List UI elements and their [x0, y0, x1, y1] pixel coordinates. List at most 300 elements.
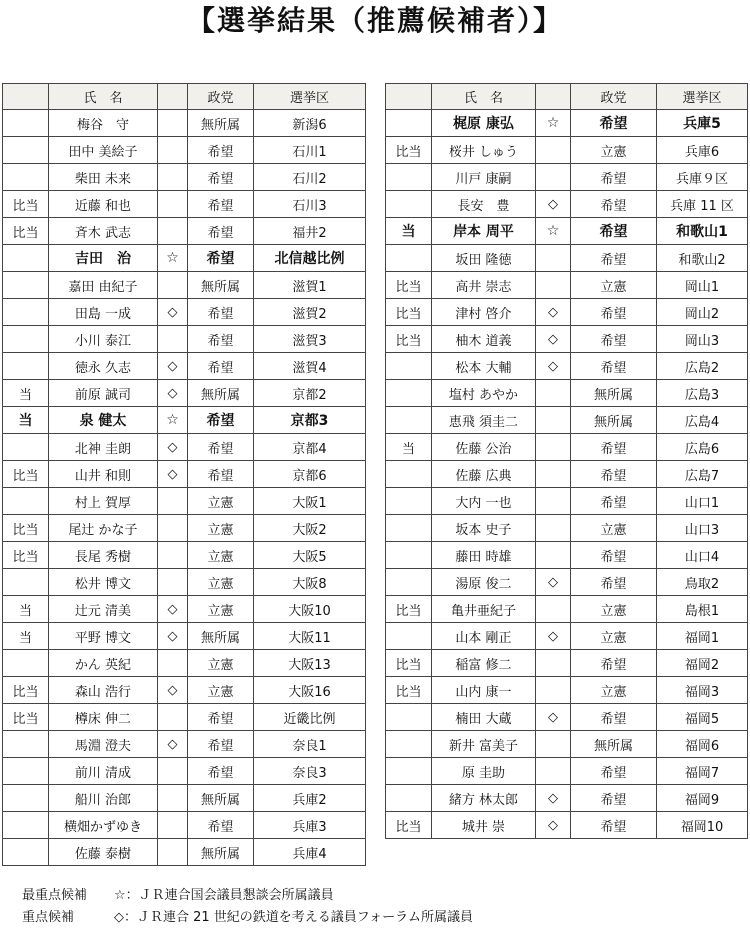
- cell-party: 立憲: [188, 569, 254, 596]
- cell-party: 希望: [571, 812, 657, 839]
- cell-result: [386, 569, 432, 596]
- cell-result: 比当: [3, 704, 49, 731]
- cell-result: 当: [386, 434, 432, 461]
- results-table-left: [2, 83, 366, 866]
- cell-name: 藤田 時雄: [432, 542, 536, 569]
- cell-mark: [158, 272, 188, 299]
- cell-mark: [536, 272, 571, 299]
- table-row: [386, 488, 748, 515]
- cell-name: 新井 富美子: [432, 731, 536, 758]
- cell-mark: [536, 380, 571, 407]
- cell-name: 嘉田 由紀子: [49, 272, 158, 299]
- table-row: [386, 758, 748, 785]
- table-row: [3, 839, 366, 866]
- table-row: [3, 731, 366, 758]
- cell-party: 希望: [188, 407, 254, 434]
- cell-party: 希望: [571, 569, 657, 596]
- cell-party: 希望: [571, 326, 657, 353]
- cell-mark: [158, 110, 188, 137]
- cell-district: 福岡6: [657, 731, 748, 758]
- legend-label: 重点候補: [22, 910, 75, 925]
- cell-district: 大阪16: [254, 677, 366, 704]
- cell-name: 高井 崇志: [432, 272, 536, 299]
- table-row: [3, 299, 366, 326]
- cell-result: 比当: [386, 299, 432, 326]
- cell-result: [386, 515, 432, 542]
- table-row: [386, 272, 748, 299]
- cell-result: 比当: [3, 191, 49, 218]
- cell-district: 福岡2: [657, 650, 748, 677]
- cell-mark: ◇: [536, 569, 571, 596]
- cell-result: [386, 164, 432, 191]
- page-title: 【選挙結果（推薦候補者）】: [186, 4, 563, 37]
- cell-name: 森山 浩行: [49, 677, 158, 704]
- cell-party: 希望: [188, 164, 254, 191]
- cell-district: 鳥取2: [657, 569, 748, 596]
- cell-district: 福岡5: [657, 704, 748, 731]
- cell-name: 稲富 修二: [432, 650, 536, 677]
- cell-result: [3, 488, 49, 515]
- cell-district: 京都3: [254, 407, 366, 434]
- cell-result: [3, 110, 49, 137]
- table-row: [3, 812, 366, 839]
- table-row: [3, 137, 366, 164]
- cell-party: 無所属: [188, 272, 254, 299]
- cell-party: 立憲: [571, 272, 657, 299]
- cell-name: 柴田 未来: [49, 164, 158, 191]
- cell-name: 佐藤 泰樹: [49, 839, 158, 866]
- cell-name: 亀井亜紀子: [432, 596, 536, 623]
- cell-district: 兵庫９区: [657, 164, 748, 191]
- cell-result: 比当: [386, 326, 432, 353]
- cell-party: 希望: [571, 353, 657, 380]
- cell-mark: [158, 812, 188, 839]
- cell-result: [3, 164, 49, 191]
- cell-mark: [158, 569, 188, 596]
- cell-name: 松本 大輔: [432, 353, 536, 380]
- cell-name: 辻元 清美: [49, 596, 158, 623]
- cell-party: 希望: [571, 542, 657, 569]
- cell-result: [386, 785, 432, 812]
- cell-result: 当: [3, 407, 49, 434]
- cell-district: 新潟6: [254, 110, 366, 137]
- cell-result: 当: [386, 218, 432, 245]
- cell-district: 石川1: [254, 137, 366, 164]
- cell-district: 福岡7: [657, 758, 748, 785]
- cell-district: 大阪13: [254, 650, 366, 677]
- cell-mark: ◇: [536, 191, 571, 218]
- cell-result: [386, 245, 432, 272]
- cell-district: 兵庫5: [657, 110, 748, 137]
- cell-result: 比当: [386, 650, 432, 677]
- cell-district: 山口3: [657, 515, 748, 542]
- cell-name: 大内 一也: [432, 488, 536, 515]
- cell-party: 立憲: [188, 515, 254, 542]
- cell-result: [3, 839, 49, 866]
- table-row: [386, 542, 748, 569]
- table-row: [3, 434, 366, 461]
- table-row: [3, 191, 366, 218]
- header-name: 氏 名: [432, 84, 536, 110]
- cell-mark: [536, 407, 571, 434]
- cell-result: [386, 353, 432, 380]
- cell-mark: [158, 650, 188, 677]
- cell-name: 平野 博文: [49, 623, 158, 650]
- cell-name: 柚木 道義: [432, 326, 536, 353]
- cell-district: 滋賀3: [254, 326, 366, 353]
- header-result: [386, 84, 432, 110]
- cell-party: 希望: [571, 758, 657, 785]
- cell-mark: ◇: [158, 677, 188, 704]
- table-row: [386, 191, 748, 218]
- table-row: [3, 515, 366, 542]
- table-row: [3, 218, 366, 245]
- cell-name: 樽床 伸二: [49, 704, 158, 731]
- cell-party: 無所属: [571, 407, 657, 434]
- cell-result: [386, 623, 432, 650]
- cell-name: 村上 賀厚: [49, 488, 158, 515]
- cell-result: [3, 299, 49, 326]
- cell-name: 塩村 あやか: [432, 380, 536, 407]
- cell-result: [386, 461, 432, 488]
- cell-party: 希望: [188, 758, 254, 785]
- cell-mark: [158, 785, 188, 812]
- cell-mark: [536, 434, 571, 461]
- cell-mark: ◇: [536, 812, 571, 839]
- table-row: [3, 326, 366, 353]
- cell-mark: ◇: [158, 731, 188, 758]
- cell-party: 希望: [571, 785, 657, 812]
- cell-name: 泉 健太: [49, 407, 158, 434]
- header-mark: [536, 84, 571, 110]
- cell-name: 近藤 和也: [49, 191, 158, 218]
- cell-mark: [536, 731, 571, 758]
- cell-mark: ◇: [536, 704, 571, 731]
- cell-district: 岡山3: [657, 326, 748, 353]
- cell-district: 兵庫 11 区: [657, 191, 748, 218]
- cell-result: [3, 758, 49, 785]
- cell-name: 梅谷 守: [49, 110, 158, 137]
- cell-district: 大阪1: [254, 488, 366, 515]
- cell-mark: ☆: [158, 407, 188, 434]
- table-row: [386, 164, 748, 191]
- header-party: 政党: [571, 84, 657, 110]
- cell-district: 大阪10: [254, 596, 366, 623]
- cell-name: 吉田 治: [49, 245, 158, 272]
- cell-result: [3, 731, 49, 758]
- cell-result: 比当: [3, 542, 49, 569]
- cell-name: 城井 崇: [432, 812, 536, 839]
- table-row: [386, 677, 748, 704]
- cell-name: 前原 誠司: [49, 380, 158, 407]
- cell-district: 島根1: [657, 596, 748, 623]
- table-row: [386, 650, 748, 677]
- cell-name: 松井 博文: [49, 569, 158, 596]
- cell-party: 立憲: [188, 542, 254, 569]
- table-row: [3, 272, 366, 299]
- header-name: 氏 名: [49, 84, 158, 110]
- cell-party: 希望: [188, 704, 254, 731]
- cell-party: 希望: [571, 461, 657, 488]
- cell-mark: ◇: [158, 623, 188, 650]
- table-row: [386, 299, 748, 326]
- cell-party: 希望: [571, 191, 657, 218]
- cell-party: 無所属: [188, 380, 254, 407]
- cell-party: 希望: [188, 326, 254, 353]
- table-row: [3, 380, 366, 407]
- cell-name: 田島 一成: [49, 299, 158, 326]
- cell-district: 広島7: [657, 461, 748, 488]
- cell-party: 希望: [188, 245, 254, 272]
- cell-name: 坂本 史子: [432, 515, 536, 542]
- table-row: [386, 515, 748, 542]
- legend-text: ☆：ＪＲ連合国会議員懇談会所属議員: [114, 888, 334, 903]
- cell-party: 希望: [188, 731, 254, 758]
- cell-mark: ◇: [158, 299, 188, 326]
- cell-result: [386, 704, 432, 731]
- cell-mark: ◇: [536, 326, 571, 353]
- cell-result: [386, 731, 432, 758]
- legend-label: 最重点候補: [22, 888, 88, 903]
- cell-result: 比当: [3, 218, 49, 245]
- cell-district: 奈良1: [254, 731, 366, 758]
- cell-name: 馬淵 澄夫: [49, 731, 158, 758]
- cell-party: 立憲: [571, 623, 657, 650]
- table-row: [3, 488, 366, 515]
- cell-mark: ☆: [536, 218, 571, 245]
- cell-result: 比当: [386, 677, 432, 704]
- cell-district: 広島3: [657, 380, 748, 407]
- cell-name: 前川 清成: [49, 758, 158, 785]
- cell-name: 佐藤 公治: [432, 434, 536, 461]
- cell-name: 山本 剛正: [432, 623, 536, 650]
- cell-district: 兵庫3: [254, 812, 366, 839]
- cell-party: 無所属: [571, 380, 657, 407]
- cell-mark: [536, 542, 571, 569]
- cell-district: 福岡3: [657, 677, 748, 704]
- cell-party: 希望: [188, 191, 254, 218]
- cell-result: 当: [3, 380, 49, 407]
- table-row: [386, 731, 748, 758]
- cell-result: 比当: [3, 677, 49, 704]
- cell-name: 山内 康一: [432, 677, 536, 704]
- cell-party: 無所属: [571, 731, 657, 758]
- cell-result: [3, 812, 49, 839]
- table-row: [386, 380, 748, 407]
- cell-result: [386, 488, 432, 515]
- table-row: [3, 623, 366, 650]
- table-row: [3, 785, 366, 812]
- cell-name: 楠田 大蔵: [432, 704, 536, 731]
- cell-mark: ◇: [158, 596, 188, 623]
- cell-party: 希望: [571, 488, 657, 515]
- table-row: [386, 326, 748, 353]
- cell-district: 福岡1: [657, 623, 748, 650]
- cell-party: 希望: [188, 299, 254, 326]
- cell-result: [3, 137, 49, 164]
- table-row: [3, 110, 366, 137]
- cell-district: 石川2: [254, 164, 366, 191]
- cell-mark: [536, 758, 571, 785]
- table-row: [386, 110, 748, 137]
- table-row: [3, 596, 366, 623]
- cell-district: 兵庫6: [657, 137, 748, 164]
- cell-mark: [158, 137, 188, 164]
- cell-party: 無所属: [188, 623, 254, 650]
- cell-mark: [536, 137, 571, 164]
- cell-district: 京都6: [254, 461, 366, 488]
- table-row: [3, 245, 366, 272]
- cell-party: 立憲: [188, 596, 254, 623]
- cell-name: 梶原 康弘: [432, 110, 536, 137]
- cell-result: 当: [3, 623, 49, 650]
- table-row: [3, 164, 366, 191]
- header-district: 選挙区: [254, 84, 366, 110]
- cell-name: 長安 豊: [432, 191, 536, 218]
- cell-party: 希望: [571, 110, 657, 137]
- cell-name: 徳永 久志: [49, 353, 158, 380]
- cell-mark: [158, 704, 188, 731]
- cell-district: 大阪11: [254, 623, 366, 650]
- cell-district: 福岡10: [657, 812, 748, 839]
- cell-mark: [158, 758, 188, 785]
- cell-party: 希望: [571, 650, 657, 677]
- cell-mark: [536, 461, 571, 488]
- table-row: [386, 245, 748, 272]
- cell-mark: [536, 164, 571, 191]
- cell-party: 立憲: [188, 677, 254, 704]
- cell-name: 田中 美絵子: [49, 137, 158, 164]
- cell-mark: [536, 596, 571, 623]
- cell-result: 比当: [386, 812, 432, 839]
- table-header-row: [386, 84, 748, 110]
- table-row: [3, 407, 366, 434]
- table-row: [386, 461, 748, 488]
- cell-district: 奈良3: [254, 758, 366, 785]
- cell-party: 希望: [571, 434, 657, 461]
- cell-party: 希望: [571, 245, 657, 272]
- cell-party: 希望: [571, 218, 657, 245]
- cell-party: 無所属: [188, 110, 254, 137]
- cell-mark: ☆: [536, 110, 571, 137]
- table-row: [386, 407, 748, 434]
- cell-party: 立憲: [571, 515, 657, 542]
- cell-result: [3, 650, 49, 677]
- cell-name: 山井 和則: [49, 461, 158, 488]
- table-row: [3, 353, 366, 380]
- cell-name: 川戸 康嗣: [432, 164, 536, 191]
- cell-party: 立憲: [188, 650, 254, 677]
- cell-district: 滋賀2: [254, 299, 366, 326]
- cell-result: 比当: [386, 596, 432, 623]
- legend-item-priority: [22, 906, 473, 925]
- cell-party: 希望: [188, 812, 254, 839]
- table-row: [386, 218, 748, 245]
- cell-result: [386, 191, 432, 218]
- cell-district: 福井2: [254, 218, 366, 245]
- table-row: [386, 569, 748, 596]
- cell-party: 立憲: [571, 596, 657, 623]
- table-row: [386, 785, 748, 812]
- cell-name: 恵飛 須圭二: [432, 407, 536, 434]
- cell-result: [386, 407, 432, 434]
- cell-mark: [158, 515, 188, 542]
- cell-result: [3, 785, 49, 812]
- cell-name: 斉木 武志: [49, 218, 158, 245]
- table-row: [3, 569, 366, 596]
- cell-district: 岡山1: [657, 272, 748, 299]
- cell-district: 兵庫4: [254, 839, 366, 866]
- cell-name: 佐藤 広典: [432, 461, 536, 488]
- cell-mark: ◇: [536, 623, 571, 650]
- cell-mark: [158, 191, 188, 218]
- cell-party: 立憲: [571, 677, 657, 704]
- table-row: [3, 704, 366, 731]
- table-row: [386, 353, 748, 380]
- cell-party: 立憲: [571, 137, 657, 164]
- cell-mark: ◇: [536, 299, 571, 326]
- cell-district: 山口1: [657, 488, 748, 515]
- cell-mark: [158, 839, 188, 866]
- cell-district: 滋賀1: [254, 272, 366, 299]
- cell-district: 京都4: [254, 434, 366, 461]
- table-row: [386, 704, 748, 731]
- results-table-right: [385, 83, 748, 839]
- cell-district: 和歌山1: [657, 218, 748, 245]
- cell-mark: [536, 488, 571, 515]
- cell-district: 兵庫2: [254, 785, 366, 812]
- cell-name: 津村 啓介: [432, 299, 536, 326]
- cell-mark: ◇: [158, 353, 188, 380]
- cell-result: 比当: [386, 272, 432, 299]
- cell-result: 当: [3, 596, 49, 623]
- cell-result: 比当: [3, 515, 49, 542]
- cell-party: 希望: [571, 704, 657, 731]
- cell-party: 希望: [188, 434, 254, 461]
- cell-party: 希望: [188, 218, 254, 245]
- cell-result: [3, 353, 49, 380]
- cell-mark: ◇: [536, 353, 571, 380]
- cell-party: 希望: [188, 353, 254, 380]
- cell-district: 石川3: [254, 191, 366, 218]
- cell-district: 広島2: [657, 353, 748, 380]
- table-row: [386, 434, 748, 461]
- cell-party: 立憲: [188, 488, 254, 515]
- cell-name: 船川 治郎: [49, 785, 158, 812]
- header-district: 選挙区: [657, 84, 748, 110]
- cell-district: 和歌山2: [657, 245, 748, 272]
- cell-name: 桜井 しゅう: [432, 137, 536, 164]
- cell-district: 広島6: [657, 434, 748, 461]
- header-party: 政党: [188, 84, 254, 110]
- cell-district: 滋賀4: [254, 353, 366, 380]
- cell-mark: ◇: [158, 461, 188, 488]
- cell-district: 京都2: [254, 380, 366, 407]
- cell-mark: [158, 326, 188, 353]
- legend-text: ◇：ＪＲ連合 21 世紀の鉄道を考える議員フォーラム所属議員: [114, 910, 474, 925]
- cell-name: 緒方 林太郎: [432, 785, 536, 812]
- cell-district: 大阪2: [254, 515, 366, 542]
- cell-district: 大阪8: [254, 569, 366, 596]
- table-row: [3, 677, 366, 704]
- cell-party: 希望: [188, 461, 254, 488]
- table-row: [3, 461, 366, 488]
- cell-mark: [158, 542, 188, 569]
- cell-result: [386, 758, 432, 785]
- cell-district: 広島4: [657, 407, 748, 434]
- table-row: [3, 758, 366, 785]
- legend-item-top-priority: [22, 884, 334, 903]
